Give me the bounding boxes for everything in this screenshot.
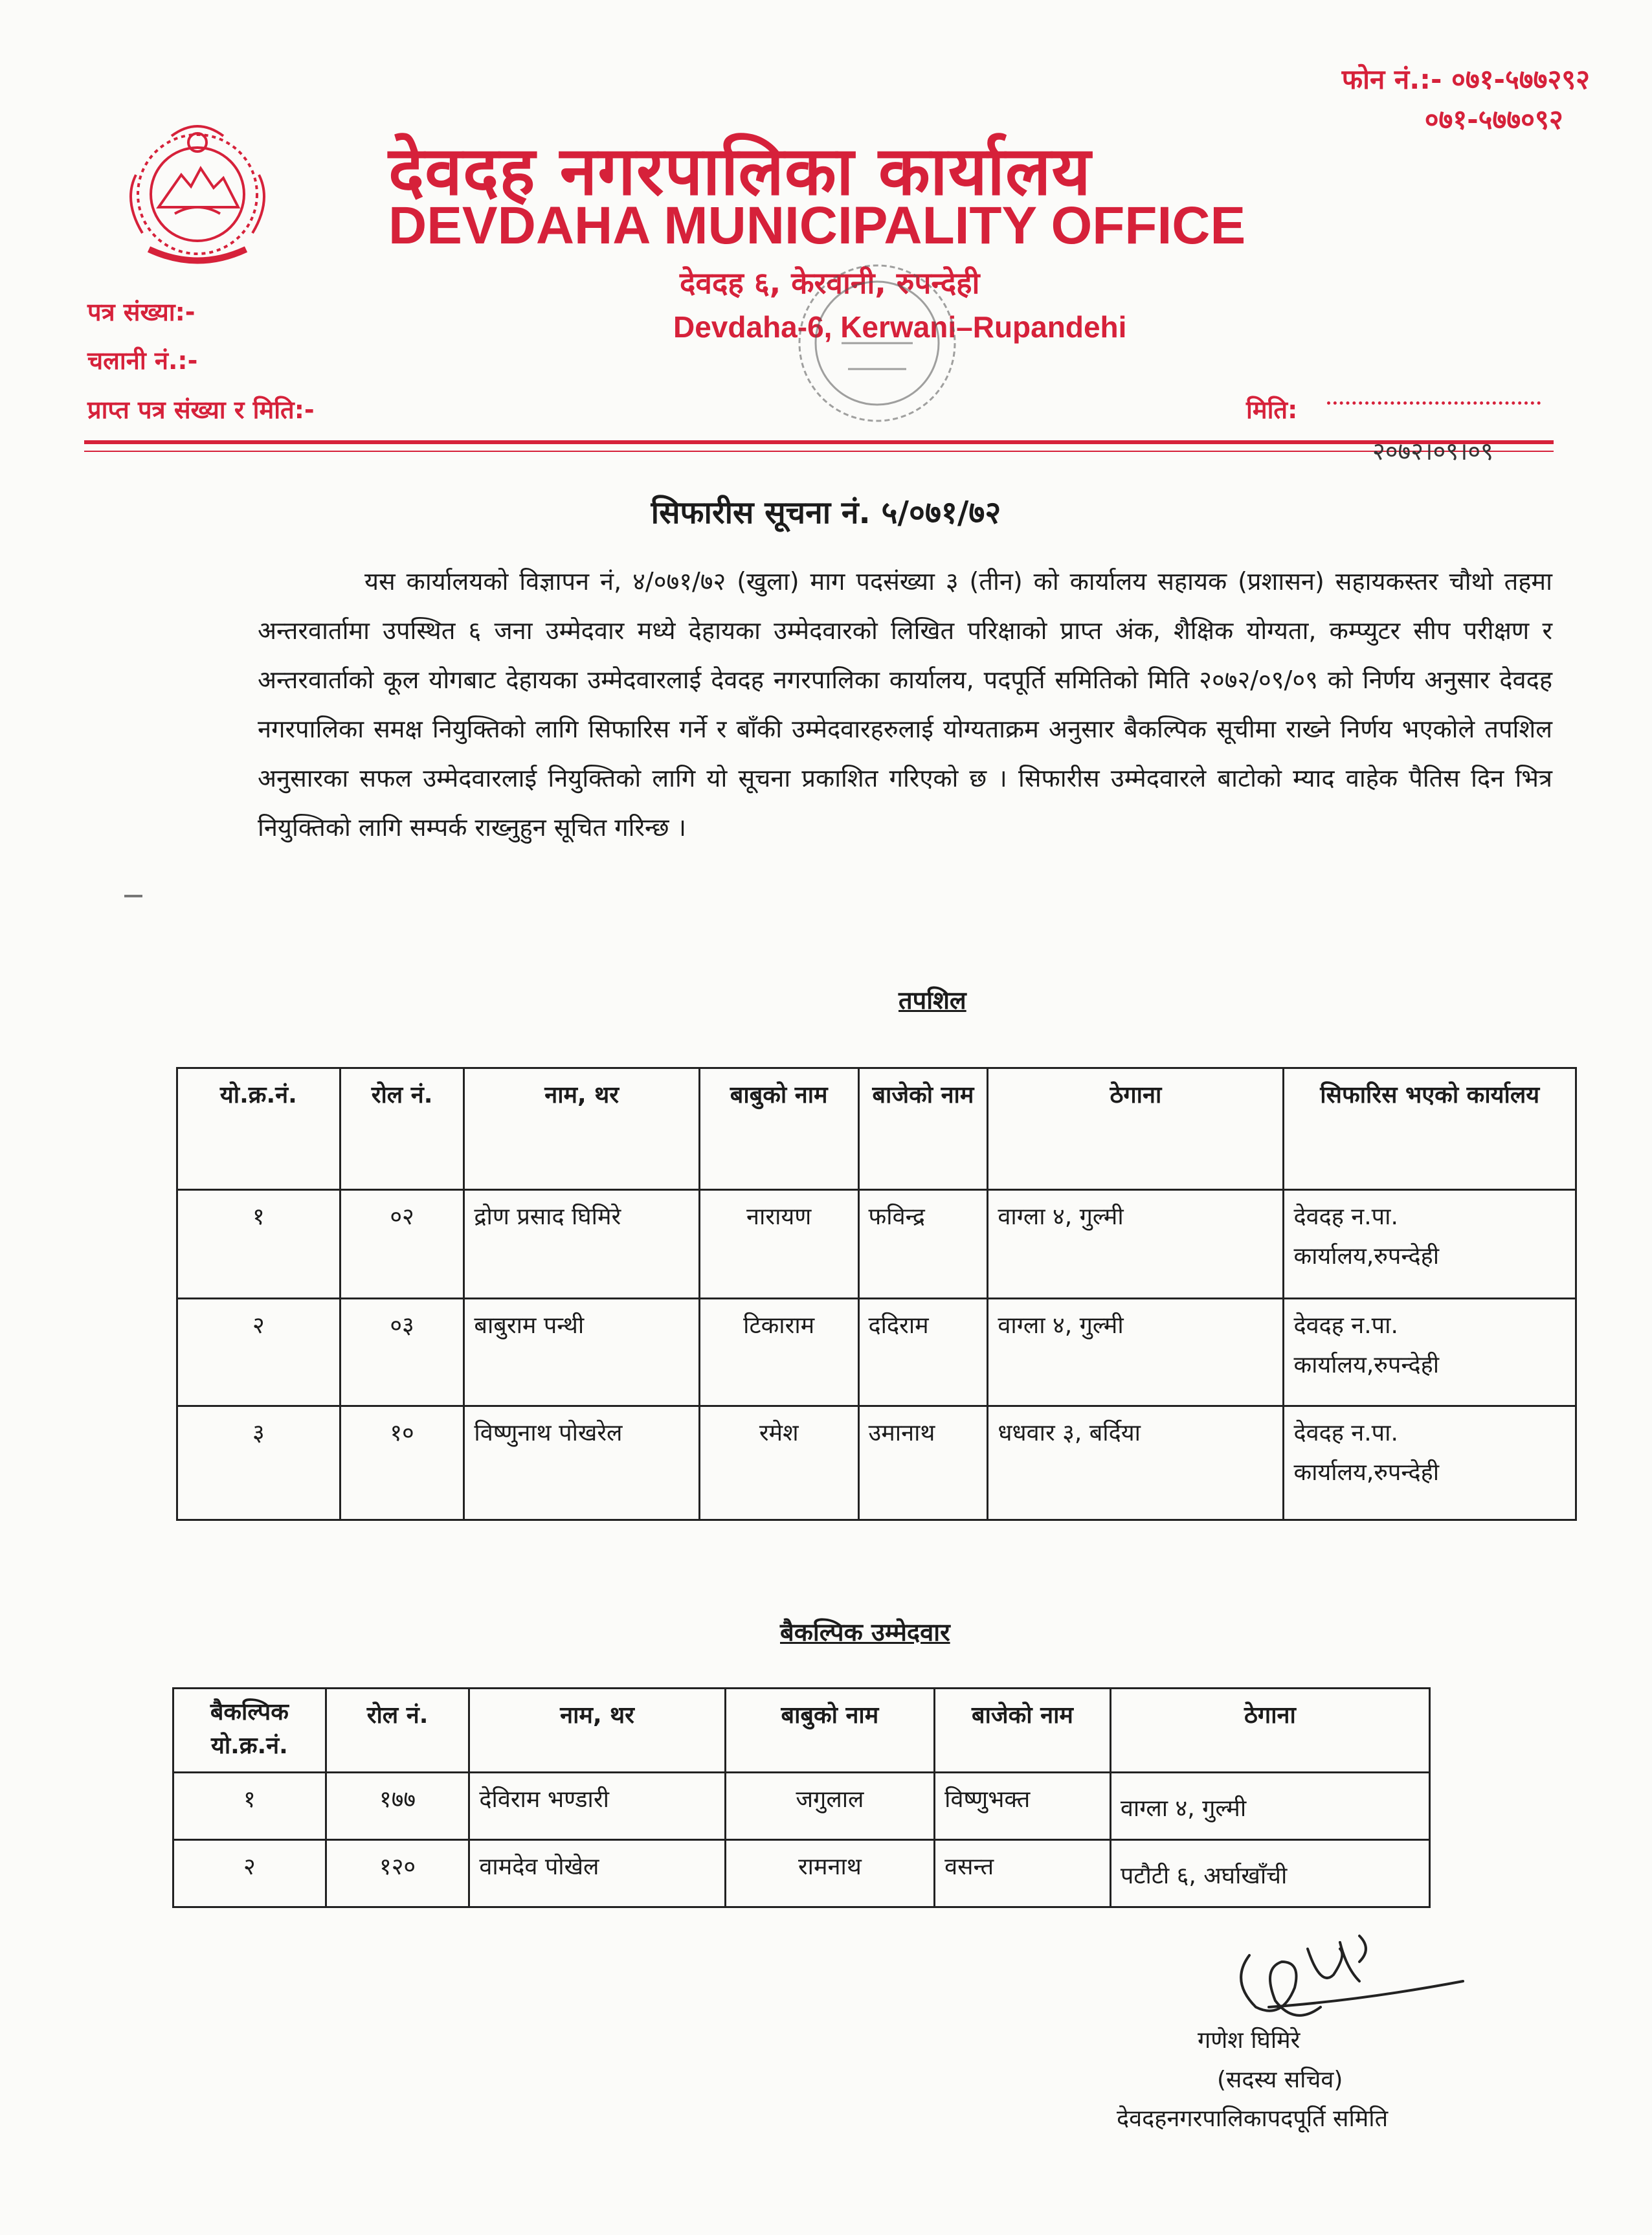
cell-grandfather: ददिराम [858,1299,988,1406]
cell-name: बाबुराम पन्थी [464,1299,699,1406]
cell-sn: २ [177,1299,340,1406]
col-header-name: नाम, थर [464,1068,699,1190]
cell-address: वाग्ला ४, गुल्मी [988,1299,1284,1406]
notice-body-text: यस कार्यालयको विज्ञापन नं, ४/०७१/७२ (खुला) माग पदसंख्या ३ (तीन) को कार्यालय सहायक (प्रशासन) सहायकस्तर चौथो तहमा अन्तरवार्तामा उपस्थित ६ जना उम्मेदवार मध्ये देहायका उम्मेदवारको लिखित परिक्षाको प्राप्त अंक, शैक्षिक योग्यता, कम्प्युटर सीप परीक्षण र अन्तरवार्ताको कूल योगबाट देहायका उम्मेदवारलाई देवदह नगरपालिका कार्यालय, पदपूर्ति समितिको मिति २०७२/०९/०९ को निर्णय अनुसार देवदह नगरपालिका समक्ष नियुक्तिको लागि सिफारिस गर्ने र बाँकी उम्मेदवारहरुलाई योग्यताक्रम अनुसार बैकल्पिक सूचीमा राख्ने निर्णय भएकोले तपशिल अनुसारका सफल उम्मेदवारलाई नियुक्तिको लागि यो सूचना प्रकाशित गरिएको छ । सिफारीस उम्मेदवारले बाटोको म्याद वाहेक पैतिस दिन भित्र नियुक्तिको लागि सम्पर्क राख्नुहुन सूचित गरिन्छ । [258,567,1552,842]
cell-roll: १२० [326,1840,469,1907]
office-address-nepali: देवदह ६, केरवानी, रुपन्देही [680,265,980,300]
recommended-candidates-table [176,1067,1577,1521]
received-letter-label: प्राप्त पत्र संख्या र मिति:- [87,396,315,424]
office-line-1: देवदह न.पा. [1293,1312,1398,1339]
col-header-grandfather: बाजेको नाम [935,1689,1111,1773]
signatory-committee: देवदहनगरपालिकापदपूर्ति समिति [1117,2106,1389,2132]
cell-address: धधवार ३, बर्दिया [988,1406,1284,1520]
phone-1: फोन नं.:- ०७१-५७७२९२ [1341,63,1590,95]
notice-body [258,557,1552,852]
notice-title: सिफारीस सूचना नं. ५/०७१/७२ [651,495,1001,531]
cell-roll: ०२ [340,1190,464,1299]
table-row [173,1840,1430,1907]
cell-office [1284,1406,1576,1520]
cell-father: टिकाराम [699,1299,858,1406]
table-row [173,1773,1430,1840]
cell-roll: १० [340,1406,464,1520]
col-header-office: सिफारिस भएको कार्यालय [1284,1068,1576,1190]
table-header-row [173,1689,1430,1773]
office-line-2: कार्यालय,रुपन्देही [1293,1352,1440,1378]
tapashil-heading: तपशिल [899,986,966,1015]
phone-2: ०७१-५७७०९२ [1424,104,1563,135]
col-header-roll: रोल नं. [340,1068,464,1190]
cell-office [1284,1190,1576,1299]
table-header-row [177,1068,1576,1190]
col-header-sn: बैकल्पिक यो.क्र.नं. [173,1689,326,1773]
cell-roll: १७७ [326,1773,469,1840]
table-row [177,1190,1576,1299]
cell-sn: ३ [177,1406,340,1520]
signatory-name: गणेश घिमिरे [1198,2027,1300,2054]
cell-office [1284,1299,1576,1406]
col-header-address: ठेगाना [988,1068,1284,1190]
cell-father: जगुलाल [725,1773,935,1840]
scan-mark [124,895,142,897]
office-title-nepali: देवदह नगरपालिका कार्यालय [388,131,1091,210]
col-header-sn: यो.क्र.नं. [177,1068,340,1190]
table-row [177,1299,1576,1406]
cell-father: नारायण [699,1190,858,1299]
dispatch-number-label: चलानी नं.:- [87,346,198,375]
alternate-candidates-heading: बैकल्पिक उम्मेदवार [780,1618,950,1646]
cell-grandfather: फविन्द्र [858,1190,988,1299]
office-line-2: कार्यालय,रुपन्देही [1293,1243,1440,1270]
date-dotted-line [1327,401,1541,405]
col-header-father: बाबुको नाम [699,1068,858,1190]
cell-father: रमेश [699,1406,858,1520]
nepal-emblem-icon [110,117,285,278]
cell-sn: १ [177,1190,340,1299]
cell-roll: ०३ [340,1299,464,1406]
cell-grandfather: विष्णुभक्त [935,1773,1111,1840]
date-value: २०७२।०९।०९ [1372,437,1493,466]
col-header-address: ठेगाना [1110,1689,1429,1773]
office-line-1: देवदह न.पा. [1293,1204,1398,1230]
col-header-grandfather: बाजेको नाम [858,1068,988,1190]
col-header-father: बाबुको नाम [725,1689,935,1773]
cell-grandfather: वसन्त [935,1840,1111,1907]
office-line-2: कार्यालय,रुपन्देही [1293,1459,1440,1486]
alternate-candidates-table [172,1687,1431,1908]
col-header-roll: रोल नं. [326,1689,469,1773]
header-divider-thin [84,451,1554,452]
cell-sn: २ [173,1840,326,1907]
date-label: मिति: [1246,396,1298,424]
cell-address: पटौटी ६, अर्घाखाँची [1110,1840,1429,1907]
office-title-english: DEVDAHA MUNICIPALITY OFFICE [388,196,1246,255]
cell-address: वाग्ला ४, गुल्मी [1110,1773,1429,1840]
cell-father: रामनाथ [725,1840,935,1907]
table-row [177,1406,1576,1520]
header-divider [84,440,1554,444]
signatory-role: (सदस्य सचिव) [1217,2067,1343,2093]
cell-name: विष्णुनाथ पोखरेल [464,1406,699,1520]
cell-sn: १ [173,1773,326,1840]
cell-address: वाग्ला ४, गुल्मी [988,1190,1284,1299]
letter-number-label: पत्र संख्या:- [87,298,195,326]
cell-name: द्रोण प्रसाद घिमिरे [464,1190,699,1299]
col-header-name: नाम, थर [469,1689,725,1773]
office-stamp-icon [770,246,984,440]
cell-name: देविराम भण्डारी [469,1773,725,1840]
office-line-1: देवदह न.पा. [1293,1420,1398,1446]
cell-name: वामदेव पोखेल [469,1840,725,1907]
cell-grandfather: उमानाथ [858,1406,988,1520]
office-address-english: Devdaha-6, Kerwani–Rupandehi [673,310,1127,344]
